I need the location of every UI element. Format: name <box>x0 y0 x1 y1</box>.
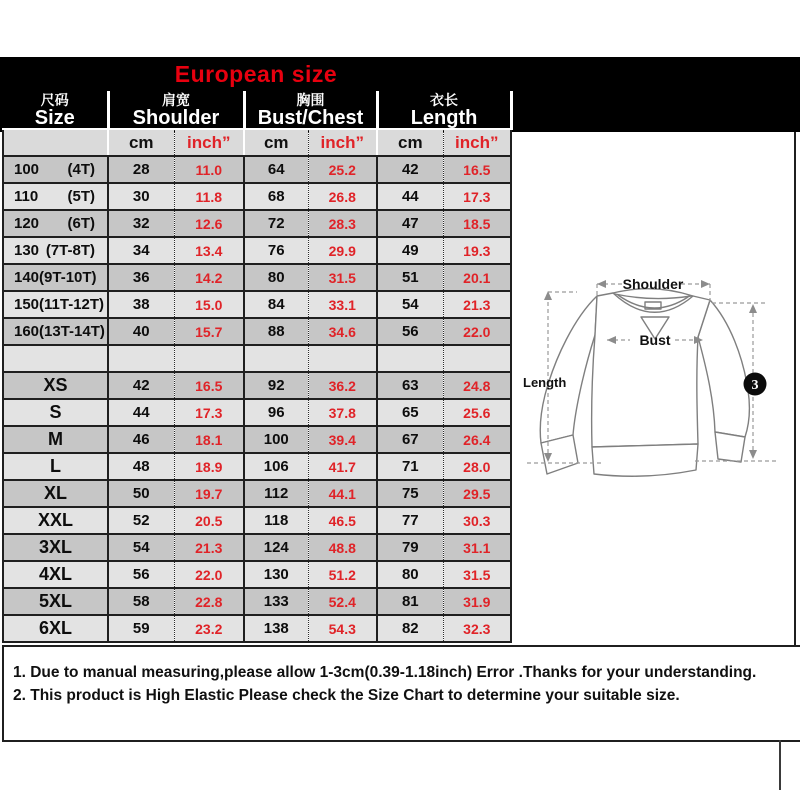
table-row <box>3 372 511 399</box>
inch-value-cell: 26.4 <box>443 426 511 453</box>
cm-value-cell <box>244 345 308 372</box>
unit-cm-cell: cm <box>244 129 308 156</box>
cm-value-cell: 32 <box>108 210 174 237</box>
size-label-cell: 5XL <box>3 588 108 615</box>
page-title: European size <box>174 61 338 87</box>
inch-value-cell <box>443 345 511 372</box>
size-label-cell <box>3 318 108 345</box>
inch-value-cell: 21.3 <box>443 291 511 318</box>
size-label-cell <box>3 291 108 318</box>
size-age-range: (13T-14T) <box>39 323 105 340</box>
left-sleeve <box>540 296 597 443</box>
size-number: 160 <box>14 323 40 340</box>
size-age-range: (6T) <box>67 215 95 232</box>
cm-value-cell: 75 <box>377 480 443 507</box>
right-sleeve <box>698 300 749 437</box>
table-row <box>3 480 511 507</box>
cm-value-cell: 130 <box>244 561 308 588</box>
inch-value-cell: 32.3 <box>443 615 511 642</box>
column-header-size-zh: 尺码 <box>40 91 69 108</box>
column-header-shoulder <box>108 91 244 129</box>
cm-value-cell: 47 <box>377 210 443 237</box>
inch-value-cell: 17.3 <box>174 399 244 426</box>
cm-value-cell: 46 <box>108 426 174 453</box>
cm-value-cell: 38 <box>108 291 174 318</box>
cm-value-cell: 40 <box>108 318 174 345</box>
size-label-cell: L <box>3 453 108 480</box>
column-header-bust <box>244 91 377 129</box>
unit-empty-cell <box>3 129 108 156</box>
inch-value-cell: 41.7 <box>308 453 377 480</box>
cm-value-cell: 59 <box>108 615 174 642</box>
size-age-range: (4T) <box>67 161 95 178</box>
unit-inch-cell: inch” <box>308 129 377 156</box>
cm-value-cell: 82 <box>377 615 443 642</box>
table-row <box>3 426 511 453</box>
shoulder-left-arrow <box>597 280 606 288</box>
cm-value-cell: 100 <box>244 426 308 453</box>
inch-value-cell: 19.3 <box>443 237 511 264</box>
inch-value-cell: 29.5 <box>443 480 511 507</box>
size-table-body <box>3 156 511 642</box>
inch-value-cell: 51.2 <box>308 561 377 588</box>
unit-header-row <box>3 129 511 156</box>
inch-value-cell <box>174 345 244 372</box>
inch-value-cell <box>308 345 377 372</box>
table-row-spacer <box>3 345 511 372</box>
size-number: 110 <box>14 188 39 205</box>
cm-value-cell: 138 <box>244 615 308 642</box>
cm-value-cell: 77 <box>377 507 443 534</box>
size-number: 100 <box>14 161 40 178</box>
inch-value-cell: 37.8 <box>308 399 377 426</box>
size-label-cell <box>3 210 108 237</box>
inch-value-cell: 13.4 <box>174 237 244 264</box>
inch-value-cell: 22.0 <box>443 318 511 345</box>
inch-value-cell: 48.8 <box>308 534 377 561</box>
table-row <box>3 237 511 264</box>
cm-value-cell: 80 <box>377 561 443 588</box>
cm-value-cell: 58 <box>108 588 174 615</box>
inch-value-cell: 31.5 <box>443 561 511 588</box>
cm-value-cell: 44 <box>108 399 174 426</box>
cm-value-cell: 67 <box>377 426 443 453</box>
sweatshirt-diagram <box>515 225 800 505</box>
size-age-range: (7T-8T) <box>45 242 95 259</box>
cm-value-cell: 65 <box>377 399 443 426</box>
inch-value-cell: 11.8 <box>174 183 244 210</box>
bust-label: Bust <box>639 332 671 348</box>
column-header-length <box>377 91 511 129</box>
badge-number: 3 <box>751 378 759 393</box>
size-label-cell: 3XL <box>3 534 108 561</box>
sleeve-bottom-arrow <box>749 450 757 459</box>
size-age-range: (11T-12T) <box>39 296 105 313</box>
inch-value-cell: 20.1 <box>443 264 511 291</box>
hem-band <box>592 444 698 476</box>
size-label-cell: XS <box>3 372 108 399</box>
size-table <box>2 91 513 643</box>
cm-value-cell: 28 <box>108 156 174 183</box>
size-label-cell: M <box>3 426 108 453</box>
inch-value-cell: 22.8 <box>174 588 244 615</box>
inch-value-cell: 20.5 <box>174 507 244 534</box>
table-row <box>3 156 511 183</box>
cm-value-cell: 42 <box>377 156 443 183</box>
size-number: 140 <box>14 269 40 286</box>
inch-value-cell: 26.8 <box>308 183 377 210</box>
table-row <box>3 588 511 615</box>
sweatshirt-outline <box>540 289 749 477</box>
note-line-1: 1. Due to manual measuring,please allow 1-3cm(0.39-1.18inch) Error .Thanks for your understanding. <box>13 664 757 681</box>
size-label-cell: XL <box>3 480 108 507</box>
cm-value-cell: 50 <box>108 480 174 507</box>
table-row <box>3 453 511 480</box>
table-row <box>3 264 511 291</box>
cm-value-cell: 64 <box>244 156 308 183</box>
cm-value-cell: 72 <box>244 210 308 237</box>
inch-value-cell: 36.2 <box>308 372 377 399</box>
cm-value-cell: 118 <box>244 507 308 534</box>
size-number: 120 <box>14 215 40 232</box>
column-header-bust-zh: 胸围 <box>296 91 325 108</box>
size-label-cell <box>3 345 108 372</box>
sleeve-top-arrow <box>749 304 757 313</box>
size-label-cell: XXL <box>3 507 108 534</box>
cm-value-cell: 76 <box>244 237 308 264</box>
cm-value-cell: 36 <box>108 264 174 291</box>
column-header-length-en: Length <box>410 106 478 129</box>
inch-value-cell: 28.3 <box>308 210 377 237</box>
shoulder-label: Shoulder <box>622 276 684 292</box>
cm-value-cell: 56 <box>108 561 174 588</box>
size-number: 150 <box>14 296 40 313</box>
inch-value-cell: 15.7 <box>174 318 244 345</box>
cm-value-cell: 81 <box>377 588 443 615</box>
cm-value-cell: 48 <box>108 453 174 480</box>
cm-value-cell: 84 <box>244 291 308 318</box>
inch-value-cell: 14.2 <box>174 264 244 291</box>
inch-value-cell: 54.3 <box>308 615 377 642</box>
cm-value-cell: 52 <box>108 507 174 534</box>
cm-value-cell: 49 <box>377 237 443 264</box>
unit-inch-cell: inch” <box>443 129 511 156</box>
inch-value-cell: 29.9 <box>308 237 377 264</box>
inch-value-cell: 18.5 <box>443 210 511 237</box>
table-row <box>3 507 511 534</box>
cm-value-cell: 79 <box>377 534 443 561</box>
size-number: 130 <box>14 242 40 259</box>
table-row <box>3 615 511 642</box>
table-row <box>3 291 511 318</box>
cm-value-cell: 54 <box>108 534 174 561</box>
cm-value-cell: 63 <box>377 372 443 399</box>
inch-value-cell: 31.9 <box>443 588 511 615</box>
table-row <box>3 183 511 210</box>
inch-value-cell: 11.0 <box>174 156 244 183</box>
inch-value-cell: 17.3 <box>443 183 511 210</box>
size-age-range: (5T) <box>67 188 95 205</box>
cm-value-cell: 80 <box>244 264 308 291</box>
cm-value-cell: 88 <box>244 318 308 345</box>
notes-box <box>2 645 800 742</box>
inch-value-cell: 18.9 <box>174 453 244 480</box>
inch-value-cell: 31.1 <box>443 534 511 561</box>
inch-value-cell: 34.6 <box>308 318 377 345</box>
cm-value-cell <box>108 345 174 372</box>
inch-value-cell: 24.8 <box>443 372 511 399</box>
cm-value-cell: 56 <box>377 318 443 345</box>
inch-value-cell: 30.3 <box>443 507 511 534</box>
note-line-2: 2. This product is High Elastic Please check the Size Chart to determine your suitable size. <box>13 687 680 704</box>
inch-value-cell: 28.0 <box>443 453 511 480</box>
table-row <box>3 561 511 588</box>
cm-value-cell: 44 <box>377 183 443 210</box>
length-label: Length <box>523 375 567 390</box>
table-row <box>3 534 511 561</box>
cm-value-cell: 30 <box>108 183 174 210</box>
cm-value-cell: 92 <box>244 372 308 399</box>
cm-value-cell: 133 <box>244 588 308 615</box>
column-header-size-en: Size <box>34 106 75 129</box>
column-header-length-zh: 衣长 <box>430 91 459 108</box>
column-header-row <box>3 91 511 129</box>
size-age-range: (9T-10T) <box>39 269 97 286</box>
inch-value-cell: 44.1 <box>308 480 377 507</box>
table-row <box>3 318 511 345</box>
size-label-cell <box>3 264 108 291</box>
inch-value-cell: 22.0 <box>174 561 244 588</box>
size-label-cell <box>3 156 108 183</box>
unit-cm-cell: cm <box>108 129 174 156</box>
column-header-shoulder-en: Shoulder <box>132 106 220 129</box>
right-cuff <box>715 432 745 462</box>
unit-cm-cell: cm <box>377 129 443 156</box>
inch-value-cell: 18.1 <box>174 426 244 453</box>
inch-value-cell: 39.4 <box>308 426 377 453</box>
size-label-cell: S <box>3 399 108 426</box>
inch-value-cell: 46.5 <box>308 507 377 534</box>
cm-value-cell <box>377 345 443 372</box>
cm-value-cell: 124 <box>244 534 308 561</box>
table-row <box>3 210 511 237</box>
cm-value-cell: 71 <box>377 453 443 480</box>
inch-value-cell: 23.2 <box>174 615 244 642</box>
inch-value-cell: 12.6 <box>174 210 244 237</box>
cm-value-cell: 34 <box>108 237 174 264</box>
cm-value-cell: 112 <box>244 480 308 507</box>
size-label-cell: 4XL <box>3 561 108 588</box>
inch-value-cell: 33.1 <box>308 291 377 318</box>
inch-value-cell: 25.6 <box>443 399 511 426</box>
cm-value-cell: 51 <box>377 264 443 291</box>
inch-value-cell: 52.4 <box>308 588 377 615</box>
inch-value-cell: 15.0 <box>174 291 244 318</box>
table-row <box>3 399 511 426</box>
size-label-cell <box>3 237 108 264</box>
inch-value-cell: 19.7 <box>174 480 244 507</box>
cm-value-cell: 42 <box>108 372 174 399</box>
inch-value-cell: 31.5 <box>308 264 377 291</box>
inch-value-cell: 25.2 <box>308 156 377 183</box>
inch-value-cell: 21.3 <box>174 534 244 561</box>
shoulder-right-arrow <box>701 280 710 288</box>
column-header-shoulder-zh: 肩宽 <box>162 91 190 108</box>
cm-value-cell: 96 <box>244 399 308 426</box>
inch-value-cell: 16.5 <box>443 156 511 183</box>
cm-value-cell: 54 <box>377 291 443 318</box>
size-label-cell: 6XL <box>3 615 108 642</box>
bottom-right-line <box>779 740 781 790</box>
column-header-bust-en: Bust/Chest <box>257 106 364 129</box>
size-label-cell <box>3 183 108 210</box>
inch-value-cell: 16.5 <box>174 372 244 399</box>
cm-value-cell: 106 <box>244 453 308 480</box>
unit-inch-cell: inch” <box>174 129 244 156</box>
cm-value-cell: 68 <box>244 183 308 210</box>
column-header-size <box>3 91 108 129</box>
